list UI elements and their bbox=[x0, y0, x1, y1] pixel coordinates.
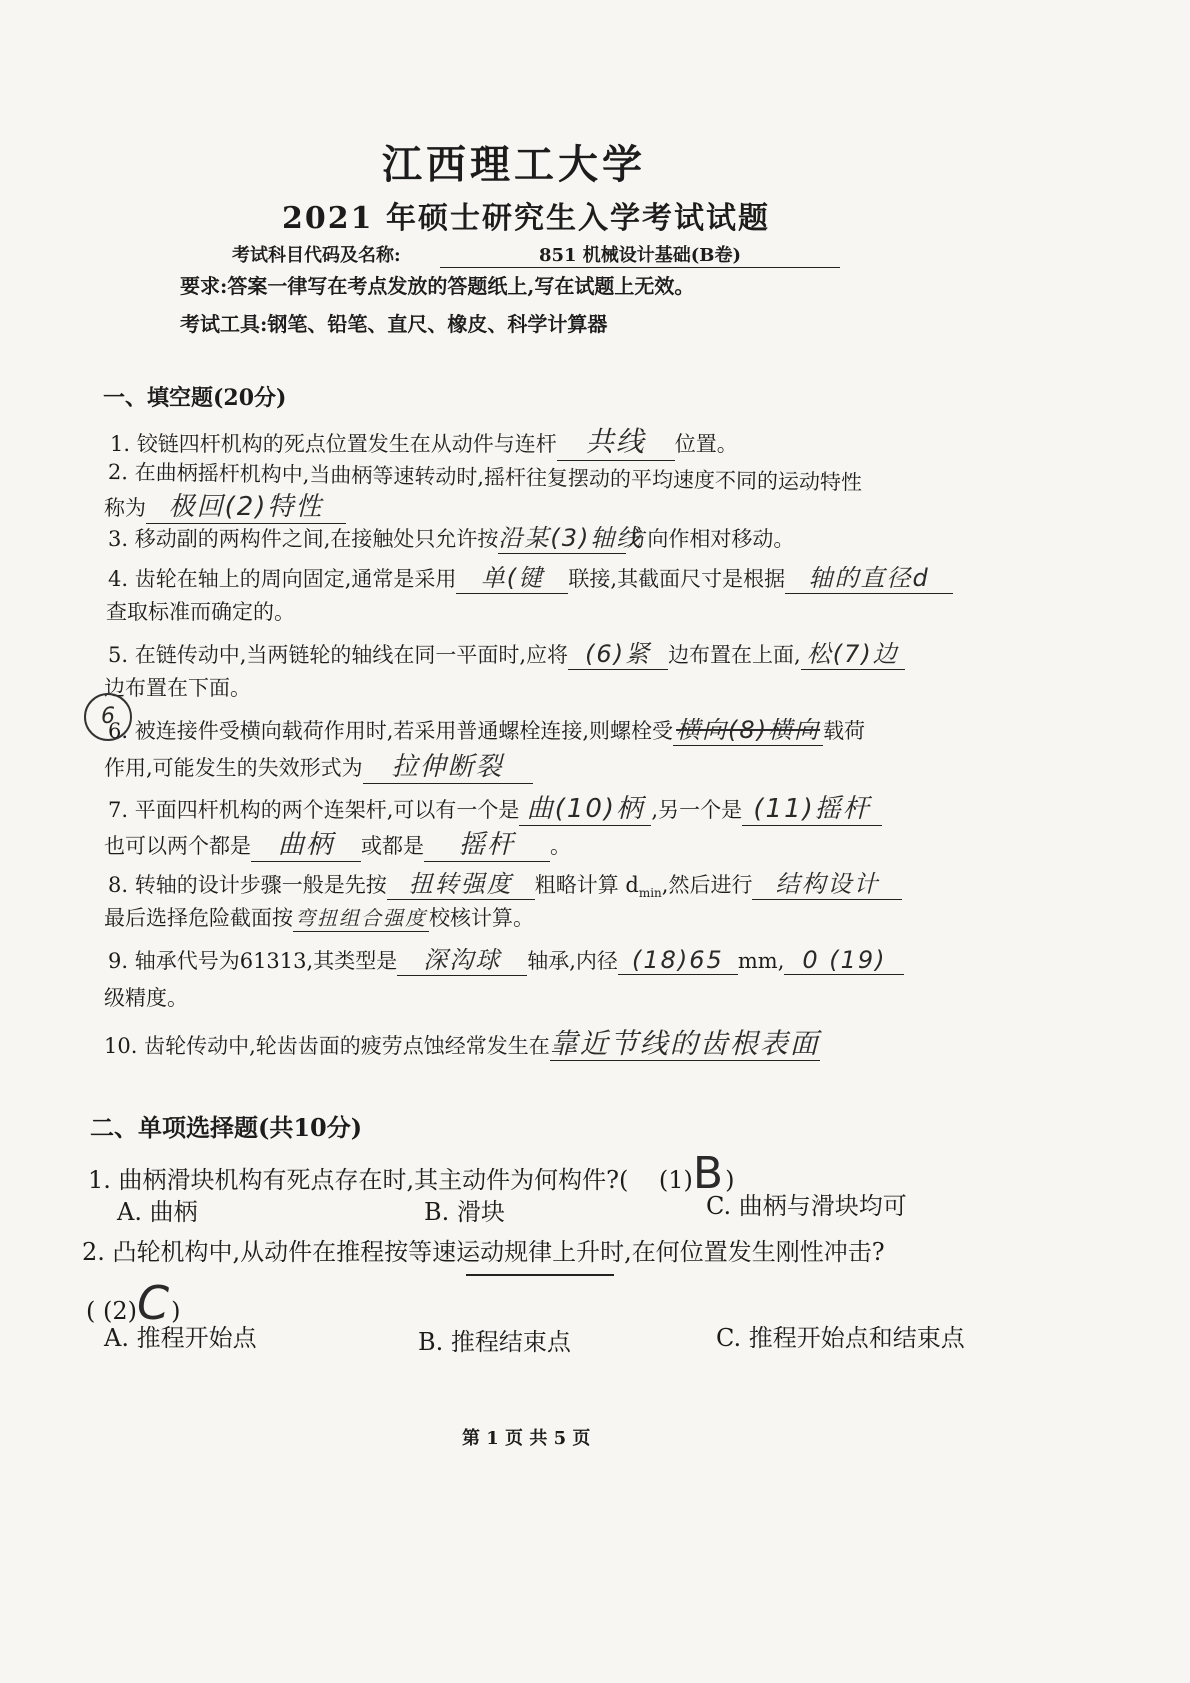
university-name: 江西理工大学 bbox=[382, 141, 646, 188]
choice-2-option-c: C. 推程开始点和结束点 bbox=[716, 1324, 965, 1352]
answer-6b: 拉伸断裂 bbox=[363, 746, 533, 784]
answer-8a: 扭转强度 bbox=[387, 864, 535, 900]
choice-question-1: 1. 曲柄滑块机构有死点存在时,其主动件为何构件?( (1)B) bbox=[88, 1148, 735, 1199]
answer-7a: 曲(10)柄 bbox=[519, 788, 651, 826]
answer-4b: 轴的直径d bbox=[785, 558, 953, 594]
question-6-circle-mark: 6 bbox=[84, 693, 132, 741]
requirement-text: 要求:答案一律写在考点发放的答题纸上,写在试题上无效。 bbox=[180, 274, 695, 298]
answer-4a: 单(键 bbox=[456, 558, 568, 594]
fill-question-8: 8. 转轴的设计步骤一般是先按 扭转强度 粗略计算 $d_{min}$,然后进行 结构设计 bbox=[108, 864, 902, 900]
fill-question-1: 1. 铰链四杆机构的死点位置发生在从动件与连杆 共线 位置。 bbox=[110, 420, 738, 461]
exam-title: 2021 年硕士研究生入学考试试题 bbox=[282, 201, 770, 236]
answer-7b: (11)摇杆 bbox=[742, 788, 882, 826]
fill-question-6: 6. 被连接件受横向载荷作用时,若采用普通螺栓连接,则螺栓受 横向(8)横向 载荷 bbox=[108, 710, 865, 746]
fill-question-8-line2: 最后选择危险截面按 弯扭组合强度校核计算。 bbox=[104, 902, 534, 932]
section2-heading: 二、单项选择题(共10分) bbox=[90, 1113, 363, 1142]
choice-1-option-c: C. 曲柄与滑块均可 bbox=[706, 1192, 907, 1220]
fill-question-5: 5. 在链传动中,当两链轮的轴线在同一平面时,应将 (6)紧 边布置在上面, 松(7)边 bbox=[108, 634, 905, 670]
choice-2-option-b: B. 推程结束点 bbox=[418, 1328, 571, 1356]
tools-text: 考试工具:钢笔、铅笔、直尺、橡皮、科学计算器 bbox=[180, 312, 608, 336]
section1-heading: 一、填空题(20分) bbox=[103, 385, 287, 411]
fill-question-6-line2: 作用,可能发生的失效形式为 拉伸断裂 bbox=[104, 746, 533, 784]
fill-question-7: 7. 平面四杆机构的两个连架杆,可以有一个是 曲(10)柄 ,另一个是 (11)摇杆 bbox=[108, 788, 882, 826]
fill-question-2-line1: 2. 在曲柄摇杆机构中,当曲柄等速转动时,摇杆往复摆动的平均速度不同的运动特性 bbox=[107, 460, 863, 495]
answer-8c: 弯扭组合强度 bbox=[293, 902, 429, 932]
answer-5b: 松(7)边 bbox=[801, 634, 905, 670]
answer-9a: 深沟球 bbox=[397, 940, 527, 976]
fill-question-10: 10. 齿轮传动中,轮齿齿面的疲劳点蚀经常发生在靠近节线的齿根表面 bbox=[104, 1027, 820, 1060]
answer-9c: 0 (19) bbox=[784, 946, 904, 975]
answer-7c: 曲柄 bbox=[251, 824, 361, 862]
fill-question-3: 3. 移动副的两构件之间,在接触处只允许按沿某(3)轴线方向作相对移动。 bbox=[108, 518, 794, 554]
choice-question-2: 2. 凸轮机构中,从动件在推程按等速运动规律上升时,在何位置发生刚性冲击? bbox=[82, 1238, 885, 1266]
fill-question-5-line2: 边布置在下面。 bbox=[104, 676, 251, 700]
page-number: 第 1 页 共 5 页 bbox=[462, 1428, 591, 1449]
answer-3: 沿某(3)轴线 bbox=[498, 518, 626, 554]
answer-9b: (18)65 bbox=[618, 946, 738, 975]
subject-value: 851 机械设计基础(B卷) bbox=[440, 241, 840, 268]
answer-8b: 结构设计 bbox=[752, 864, 902, 900]
choice-2-option-a: A. 推程开始点 bbox=[104, 1324, 257, 1352]
fill-question-4-line2: 查取标准而确定的。 bbox=[106, 600, 295, 624]
fill-question-9-line2: 级精度。 bbox=[104, 986, 188, 1010]
answer-1: 共线 bbox=[557, 420, 675, 461]
choice-1-option-b: B. 滑块 bbox=[424, 1198, 505, 1226]
choice-answer-1: B bbox=[692, 1148, 726, 1199]
underline-mark bbox=[466, 1274, 614, 1276]
answer-5a: (6)紧 bbox=[568, 634, 668, 670]
subject-label: 考试科目代码及名称: bbox=[232, 245, 401, 266]
answer-10: 靠近节线的齿根表面 bbox=[549, 1027, 820, 1060]
choice-answer-2: C bbox=[137, 1276, 172, 1330]
answer-7d: 摇杆 bbox=[424, 824, 550, 862]
fill-question-7-line2: 也可以两个都是 曲柄 或都是 摇杆 。 bbox=[104, 824, 571, 862]
fill-question-4: 4. 齿轮在轴上的周向固定,通常是采用 单(键 联接,其截面尺寸是根据 轴的直径d bbox=[108, 558, 953, 594]
choice-question-2-answer: ( (2)C) bbox=[86, 1276, 181, 1330]
fill-question-9: 9. 轴承代号为61313,其类型是 深沟球 轴承,内径 (18)65 mm, 0 (19) bbox=[108, 940, 904, 976]
answer-6a: 横向(8)横向 bbox=[673, 710, 823, 746]
fill-question-2-line2: 称为 极回(2)特性 bbox=[104, 486, 346, 524]
answer-2: 极回(2)特性 bbox=[146, 486, 346, 524]
choice-1-option-a: A. 曲柄 bbox=[117, 1198, 198, 1226]
